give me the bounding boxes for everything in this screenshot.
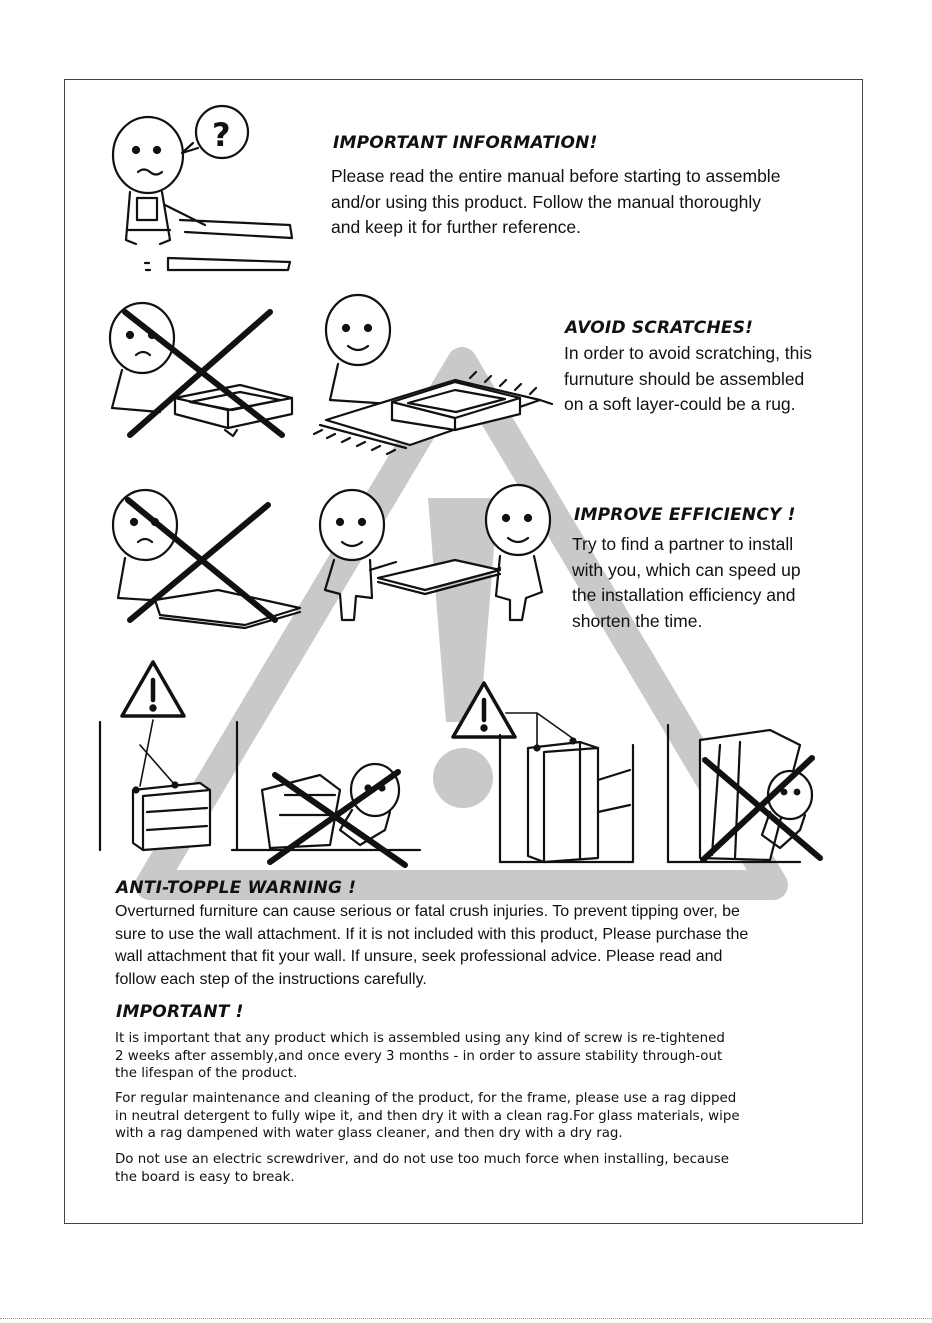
text-line: It is important that any product which is assembled using any kind of screw is re-tightened <box>115 1031 725 1046</box>
text-line: the board is easy to break. <box>115 1169 295 1185</box>
warning-triangle-icon-2 <box>453 683 515 737</box>
text-line: furnuture should be assembled <box>564 368 805 389</box>
text-line: 2 weeks after assembly,and once every 3 months - in order to assure stability through-out <box>115 1048 723 1064</box>
important-paragraph-1 <box>115 1030 725 1083</box>
text-line: Do not use an electric screwdriver, and do not use too much force when installing, because <box>115 1152 729 1167</box>
page-bottom-edge <box>0 1318 932 1319</box>
avoid-scratches-heading: AVOID SCRATCHES! <box>565 318 754 338</box>
text-line: In order to avoid scratching, this <box>564 343 813 363</box>
anti-topple-text <box>115 901 748 991</box>
text-line: the installation efficiency and <box>572 585 796 605</box>
text-line: Please read the entire manual before starting to assemble <box>331 166 781 186</box>
important-information-text <box>331 164 780 241</box>
text-line: the lifespan of the product. <box>115 1066 298 1081</box>
important-paragraph-2 <box>115 1090 740 1143</box>
wardrobe-anchored <box>500 713 633 862</box>
anti-topple-heading: ANTI-TOPPLE WARNING ! <box>116 878 357 898</box>
text-line: and keep it for further reference. <box>331 217 581 237</box>
important-heading: IMPORTANT ! <box>116 1002 244 1022</box>
important-paragraph-3 <box>115 1151 729 1186</box>
partners-illustration <box>320 485 550 620</box>
important-information-heading: IMPORTANT INFORMATION! <box>333 133 598 153</box>
avoid-scratches-text <box>564 341 812 418</box>
text-line: and/or using this product. Follow the manual thoroughly <box>331 191 761 212</box>
text-line: Try to find a partner to install <box>572 534 794 554</box>
warning-triangle-icon <box>122 662 184 716</box>
text-line: follow each step of the instructions carefully. <box>115 970 427 988</box>
text-line: Overturned furniture can cause serious or fatal crush injuries. To prevent tipping over, be <box>115 903 740 920</box>
text-line: in neutral detergent to fully wipe it, and then dry it with a clean rag.For glass materials, wipe <box>115 1108 740 1124</box>
text-line: wall attachment that fit your wall. If unsure, seek professional advice. Please read and <box>115 948 723 965</box>
improve-efficiency-heading: IMPROVE EFFICIENCY ! <box>574 505 796 525</box>
rug-illustration <box>314 295 552 454</box>
drawer-chest-anchored <box>100 720 237 850</box>
text-line: For regular maintenance and cleaning of the product, for the frame, please use a rag dipped <box>115 1091 737 1106</box>
text-line: with a rag dampened with water glass cleaner, and then dry with a dry rag. <box>115 1126 623 1141</box>
text-line: shorten the time. <box>572 610 703 631</box>
improve-efficiency-text <box>572 532 801 634</box>
text-line: sure to use the wall attachment. If it is not included with this product, Please purchase the <box>115 925 749 943</box>
text-line: with you, which can speed up <box>572 559 801 580</box>
text-line: on a soft layer-could be a rug. <box>564 394 796 414</box>
svg-text:?: ? <box>212 116 231 154</box>
